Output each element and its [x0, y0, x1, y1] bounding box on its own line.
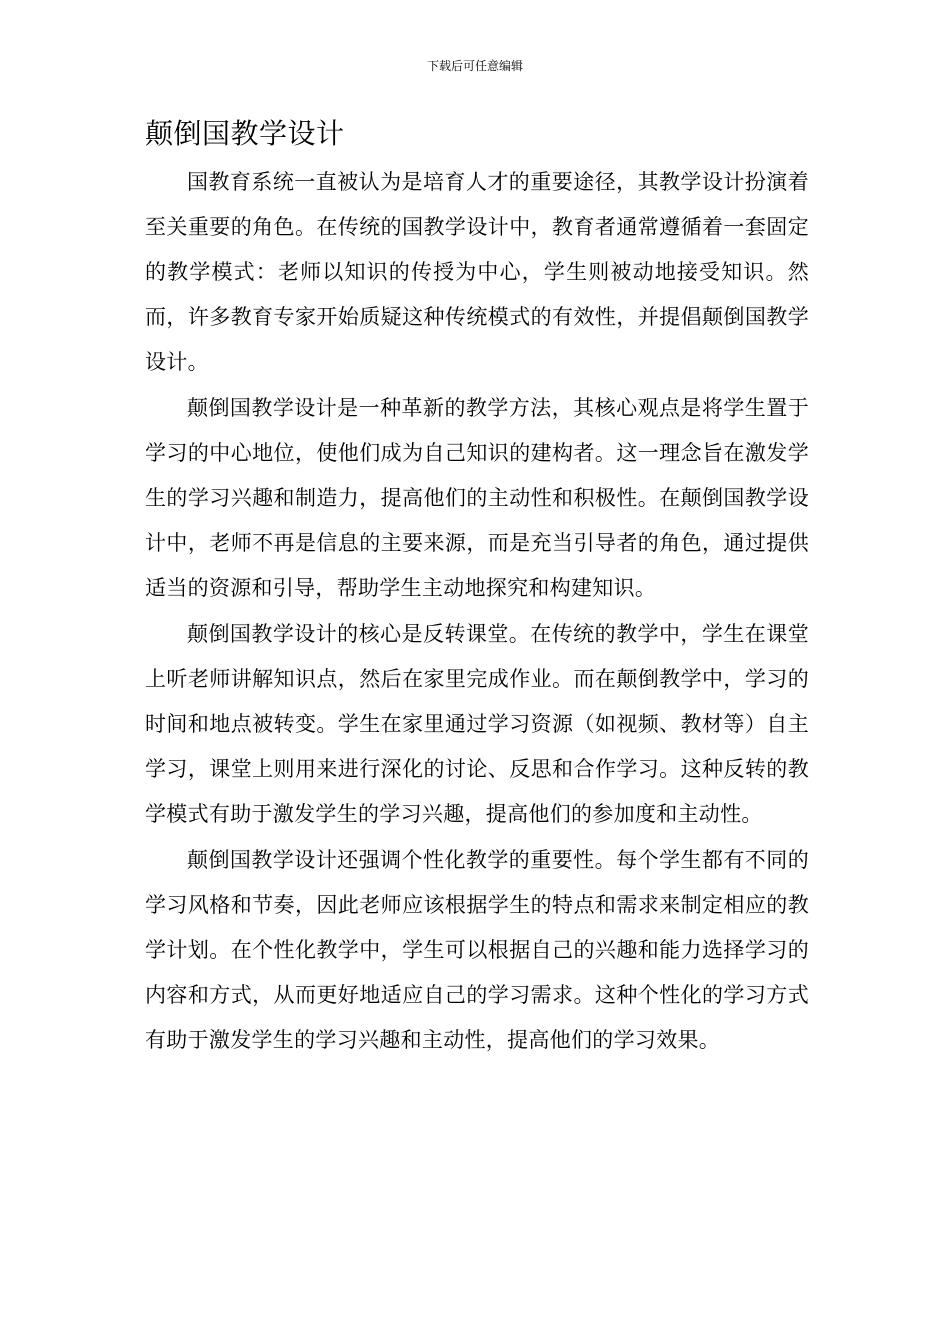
document-title: 颠倒国教学设计 — [145, 117, 345, 150]
paragraph-3: 颠倒国教学设计的核心是反转课堂。在传统的教学中，学生在课堂上听老师讲解知识点，然后在家里完成作业。而在颠倒教学中，学习的时间和地点被转变。学生在家里通过学习资源（如视频、教材等）自主学习，课堂上则用来进行深化的讨论、反思和合作学习。这种反转的教学模式有助于激发学生的学习兴趣，提高他们的参加度和主动性。 — [145, 622, 809, 826]
paragraph-2: 颠倒国教学设计是一种革新的教学方法，其核心观点是将学生置于学习的中心地位，使他们成为自己知识的建构者。这一理念旨在激发学生的学习兴趣和制造力，提高他们的主动性和积极性。在颠倒国教学设计中，老师不再是信息的主要来源，而是充当引导者的角色，通过提供适当的资源和引导，帮助学生主动地探究和构建知识。 — [145, 396, 809, 600]
document-body — [145, 160, 809, 1064]
header-note: 下载后可任意编辑 — [426, 59, 523, 73]
paragraph-1: 国教育系统一直被认为是培育人才的重要途径，其教学设计扮演着至关重要的角色。在传统的国教学设计中，教育者通常遵循着一套固定的教学模式：老师以知识的传授为中心，学生则被动地接受知识。然而，许多教育专家开始质疑这种传统模式的有效性，并提倡颠倒国教学设计。 — [145, 170, 809, 374]
paragraph-4: 颠倒国教学设计还强调个性化教学的重要性。每个学生都有不同的学习风格和节奏，因此老师应该根据学生的特点和需求来制定相应的教学计划。在个性化教学中，学生可以根据自己的兴趣和能力选择学习的内容和方式，从而更好地适应自己的学习需求。这种个性化的学习方式有助于激发学生的学习兴趣和主动性，提高他们的学习效果。 — [145, 848, 809, 1052]
